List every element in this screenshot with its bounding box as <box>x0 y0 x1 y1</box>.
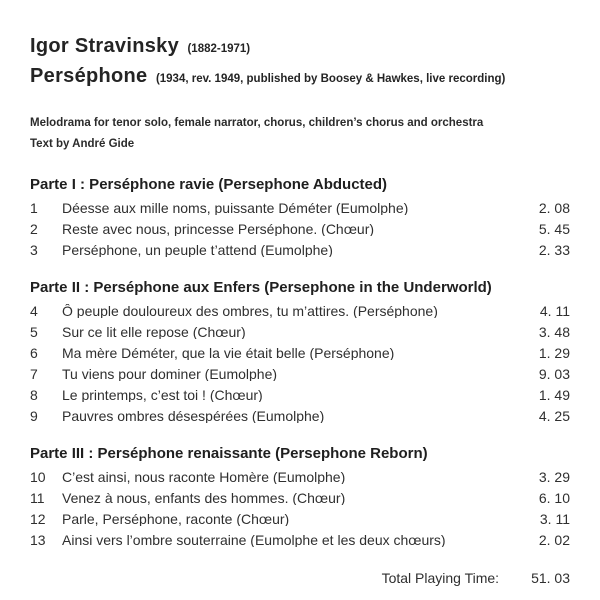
text-credit: Text by André Gide <box>30 137 135 150</box>
track-duration: 6. 10 <box>538 489 570 506</box>
total-label: Total Playing Time: <box>381 569 500 586</box>
track-row <box>30 487 570 508</box>
track-title: Déesse aux mille noms, puissante Déméter (Eumolphe) <box>62 200 409 215</box>
composer-name: Igor Stravinsky <box>30 35 180 57</box>
track-title: Ô peuple douloureux des ombres, tu m’attires. (Perséphone) <box>62 303 438 318</box>
track-number: 10 <box>30 468 46 485</box>
track-title: C’est ainsi, nous raconte Homère (Eumolphe) <box>62 469 346 484</box>
composer-line <box>30 36 570 56</box>
track-title: Perséphone, un peuple t’attend (Eumolphe) <box>62 242 333 257</box>
tracklist <box>30 177 570 550</box>
track-duration: 9. 03 <box>538 365 570 382</box>
total-duration: 51. 03 <box>531 569 570 586</box>
track-rows <box>30 466 570 550</box>
track-duration: 3. 29 <box>538 468 570 485</box>
track-number: 4 <box>30 302 38 319</box>
track-number: 12 <box>30 510 46 527</box>
track-row <box>30 363 570 384</box>
track-row <box>30 405 570 426</box>
track-duration: 3. 48 <box>538 323 570 340</box>
part-section <box>30 446 570 550</box>
part-heading: Parte III : Perséphone renaissante (Persephone Reborn) <box>30 445 428 462</box>
track-title: Le printemps, c’est toi ! (Chœur) <box>62 387 263 402</box>
track-title: Pauvres ombres désespérées (Eumolphe) <box>62 408 325 423</box>
track-title: Sur ce lit elle repose (Chœur) <box>62 324 246 339</box>
track-duration: 4. 25 <box>538 407 570 424</box>
track-row <box>30 321 570 342</box>
track-number: 9 <box>30 407 38 424</box>
track-title: Parle, Perséphone, raconte (Chœur) <box>62 511 290 526</box>
work-title-line <box>30 66 570 86</box>
track-duration: 2. 33 <box>538 241 570 258</box>
track-title: Reste avec nous, princesse Perséphone. (Chœur) <box>62 221 375 236</box>
track-number: 6 <box>30 344 38 361</box>
track-duration: 2. 02 <box>538 531 570 548</box>
track-duration: 2. 08 <box>538 199 570 216</box>
track-number: 11 <box>30 489 45 506</box>
track-title: Venez à nous, enfants des hommes. (Chœur) <box>62 490 346 505</box>
composer-dates: (1882-1971) <box>187 43 251 55</box>
track-duration: 3. 11 <box>539 510 570 527</box>
track-number: 1 <box>30 199 38 216</box>
track-number: 3 <box>30 241 38 258</box>
work-details: (1934, rev. 1949, published by Boosey & Hawkes, live recording) <box>155 73 506 85</box>
total-playing-time-row <box>30 567 570 588</box>
work-description: Melodrama for tenor solo, female narrator, chorus, children’s chorus and orchestra <box>30 117 484 129</box>
track-row <box>30 466 570 487</box>
track-number: 13 <box>30 531 46 548</box>
track-row <box>30 300 570 321</box>
track-title: Tu viens pour dominer (Eumolphe) <box>62 366 278 381</box>
track-duration: 4. 11 <box>539 302 570 319</box>
track-number: 5 <box>30 323 38 340</box>
track-number: 2 <box>30 220 38 237</box>
track-rows <box>30 300 570 426</box>
track-number: 8 <box>30 386 38 403</box>
track-title: Ma mère Déméter, que la vie était belle (Perséphone) <box>62 345 395 360</box>
part-section <box>30 280 570 426</box>
part-section <box>30 177 570 260</box>
track-row <box>30 384 570 405</box>
track-row <box>30 342 570 363</box>
track-rows <box>30 197 570 260</box>
album-header <box>30 36 570 150</box>
track-duration: 5. 45 <box>538 220 570 237</box>
track-number: 7 <box>30 365 38 382</box>
part-heading: Parte I : Perséphone ravie (Persephone Abducted) <box>30 176 388 193</box>
track-row <box>30 218 570 239</box>
track-title: Ainsi vers l’ombre souterraine (Eumolphe et les deux chœurs) <box>62 532 446 547</box>
track-row <box>30 529 570 550</box>
track-row <box>30 508 570 529</box>
part-heading: Parte II : Perséphone aux Enfers (Persephone in the Underworld) <box>30 279 492 296</box>
track-row <box>30 197 570 218</box>
track-duration: 1. 29 <box>538 344 570 361</box>
track-duration: 1. 49 <box>538 386 570 403</box>
track-row <box>30 239 570 260</box>
work-title: Perséphone <box>30 65 148 87</box>
